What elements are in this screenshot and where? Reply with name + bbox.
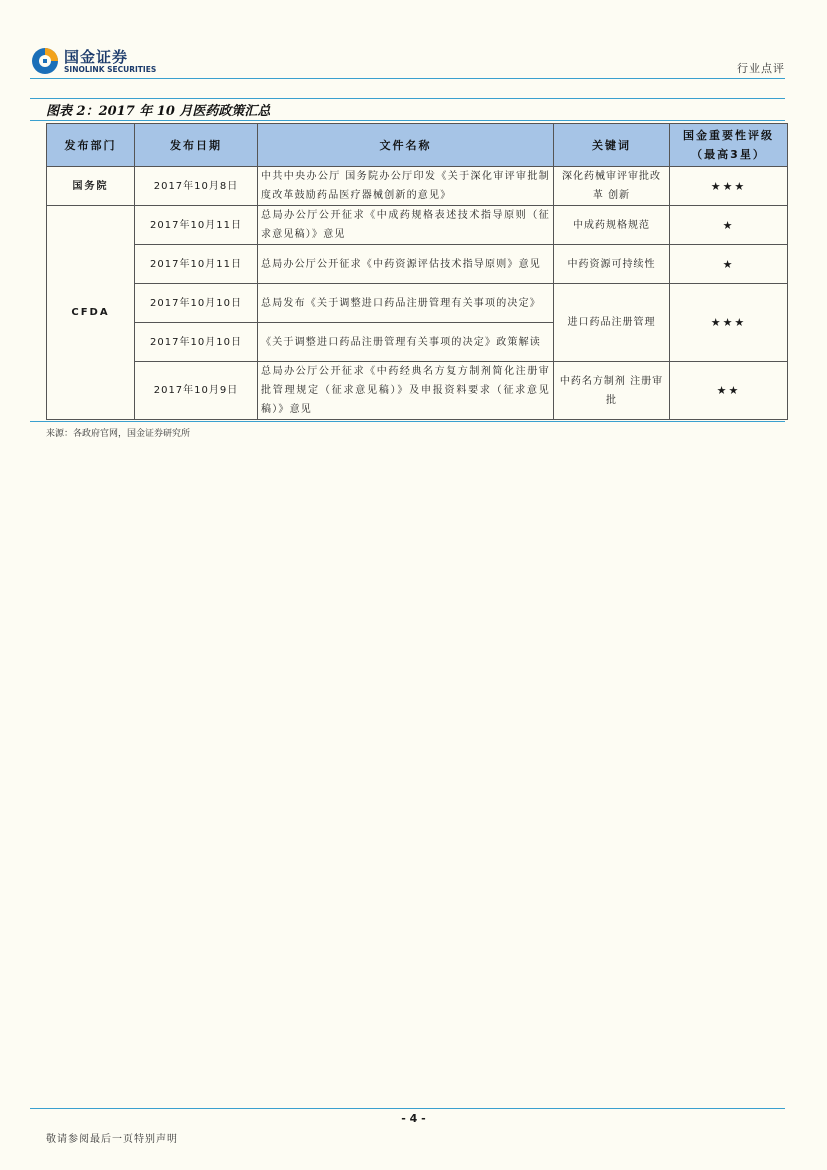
rating-cell: ★ bbox=[670, 245, 788, 284]
footer-rule bbox=[30, 1108, 785, 1109]
header-rule bbox=[30, 78, 785, 79]
keyword-cell: 中药名方制剂 注册审批 bbox=[554, 362, 670, 420]
brand-logo bbox=[30, 44, 160, 78]
rating-header-line1: 国金重要性评级 bbox=[683, 129, 774, 142]
brand-name-cn: 国金证券 bbox=[64, 48, 129, 66]
table-row bbox=[47, 245, 788, 284]
date-cell: 2017年10月10日 bbox=[135, 284, 258, 323]
column-header-dept: 发布部门 bbox=[47, 124, 135, 167]
table-row bbox=[47, 362, 788, 420]
rating-cell: ★★★ bbox=[670, 284, 788, 362]
brand-name-en: SINOLINK SECURITIES bbox=[64, 65, 157, 74]
keyword-cell: 深化药械审评审批改革 创新 bbox=[554, 167, 670, 206]
document-cell: 中共中央办公厅 国务院办公厅印发《关于深化审评审批制度改革鼓励药品医疗器械创新的意见》 bbox=[258, 167, 554, 206]
keyword-cell: 进口药品注册管理 bbox=[554, 284, 670, 362]
document-cell: 总局办公厅公开征求《中药经典名方复方制剂简化注册审批管理规定（征求意见稿）》及申报资料要求（征求意见稿）》意见 bbox=[258, 362, 554, 420]
rating-cell: ★★★ bbox=[670, 167, 788, 206]
report-type-label: 行业点评 bbox=[737, 62, 785, 75]
table-row bbox=[47, 167, 788, 206]
source-note: 来源：各政府官网，国金证券研究所 bbox=[46, 429, 191, 439]
date-cell: 2017年10月9日 bbox=[135, 362, 258, 420]
figure-title-bottom-rule bbox=[30, 120, 785, 121]
date-cell: 2017年10月10日 bbox=[135, 323, 258, 362]
rating-header-line2: （最高3星） bbox=[691, 148, 766, 161]
table-bottom-rule bbox=[30, 421, 785, 422]
rating-cell: ★★ bbox=[670, 362, 788, 420]
figure-title-top-rule bbox=[30, 98, 785, 99]
keyword-cell: 中药资源可持续性 bbox=[554, 245, 670, 284]
dept-cell: 国务院 bbox=[47, 167, 135, 206]
column-header-date: 发布日期 bbox=[135, 124, 258, 167]
date-cell: 2017年10月8日 bbox=[135, 167, 258, 206]
date-cell: 2017年10月11日 bbox=[135, 245, 258, 284]
document-cell: 总局办公厅公开征求《中药资源评估技术指导原则》意见 bbox=[258, 245, 554, 284]
table-row bbox=[47, 284, 788, 323]
policy-table bbox=[46, 123, 788, 420]
document-cell: 总局办公厅公开征求《中成药规格表述技术指导原则（征求意见稿）》意见 bbox=[258, 206, 554, 245]
table-header-row bbox=[47, 124, 788, 167]
document-cell: 总局发布《关于调整进口药品注册管理有关事项的决定》 bbox=[258, 284, 554, 323]
figure-title: 图表 2：2017 年 10 月医药政策汇总 bbox=[46, 104, 271, 119]
table-row bbox=[47, 206, 788, 245]
disclaimer-note: 敬请参阅最后一页特别声明 bbox=[46, 1134, 178, 1145]
column-header-rating bbox=[670, 124, 788, 167]
sinolink-logo-icon bbox=[30, 46, 60, 76]
page-number: - 4 - bbox=[401, 1112, 426, 1125]
rating-cell: ★ bbox=[670, 206, 788, 245]
column-header-keyword: 关键词 bbox=[554, 124, 670, 167]
keyword-cell: 中成药规格规范 bbox=[554, 206, 670, 245]
column-header-document: 文件名称 bbox=[258, 124, 554, 167]
date-cell: 2017年10月11日 bbox=[135, 206, 258, 245]
dept-cell: CFDA bbox=[47, 206, 135, 420]
document-cell: 《关于调整进口药品注册管理有关事项的决定》政策解读 bbox=[258, 323, 554, 362]
